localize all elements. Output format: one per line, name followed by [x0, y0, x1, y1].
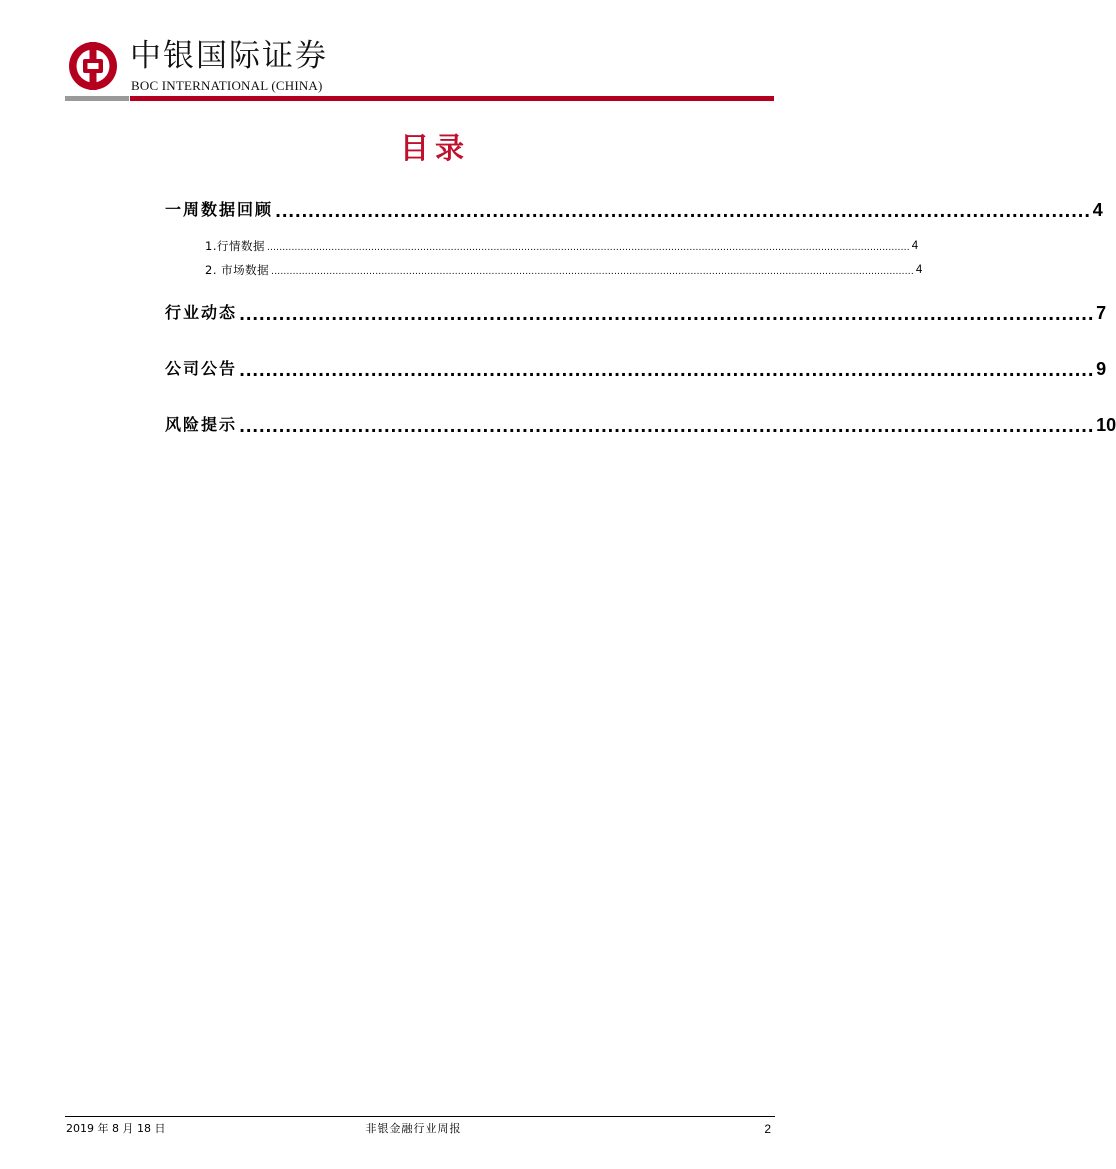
toc-entry-page: 7	[1096, 303, 1107, 323]
toc-entry-page: 9	[1096, 359, 1107, 379]
footer-date: 2019 年 8 月 18 日	[66, 1122, 166, 1135]
toc-leader-dots: ............................................................................................................................	[275, 202, 1091, 221]
toc-entry-market-statistics[interactable]	[205, 261, 923, 279]
toc-leader-dots: ..................................................................................................................................................................................................................	[271, 267, 914, 277]
toc-entry-weekly-data-review[interactable]	[165, 196, 1103, 222]
toc-entry-page: 10	[1096, 415, 1116, 435]
brand-name-cn: 中银国际证券	[130, 38, 328, 74]
toc-entry-company-announcements[interactable]	[165, 355, 1107, 381]
toc-title: 目录	[399, 131, 470, 165]
toc-entry-label: 1.行情数据	[205, 239, 265, 253]
toc-entry-label: 2. 市场数据	[205, 263, 270, 277]
footer-rule	[65, 1116, 775, 1117]
boc-logo-icon	[67, 40, 119, 92]
toc-leader-dots: ..................................................................................................................................	[239, 417, 1095, 436]
header-rule-red	[130, 96, 774, 101]
footer-report-title: 非银金融行业周报	[365, 1122, 462, 1135]
toc-entry-page: 4	[911, 240, 919, 252]
toc-entry-market-data[interactable]	[205, 237, 919, 255]
brand-name-en: BOC INTERNATIONAL (CHINA)	[131, 78, 323, 93]
toc-entry-label: 风险提示	[165, 415, 238, 434]
toc-leader-dots: ..................................................................................................................................	[239, 361, 1095, 380]
header-rule-gray	[65, 96, 129, 101]
toc-entry-label: 公司公告	[165, 359, 238, 378]
toc-entry-label: 行业动态	[165, 303, 238, 322]
toc-leader-dots: ..................................................................................................................................	[239, 305, 1095, 324]
toc-entry-risk-warning[interactable]	[165, 411, 1116, 437]
toc-entry-industry-news[interactable]	[165, 299, 1107, 325]
toc-entry-page: 4	[1092, 200, 1103, 220]
toc-leader-dots: ..................................................................................................................................................................................................................	[266, 243, 910, 253]
toc-entry-label: 一周数据回顾	[165, 200, 274, 219]
toc-entry-page: 4	[915, 264, 923, 276]
footer-page-number: 2	[764, 1122, 771, 1136]
